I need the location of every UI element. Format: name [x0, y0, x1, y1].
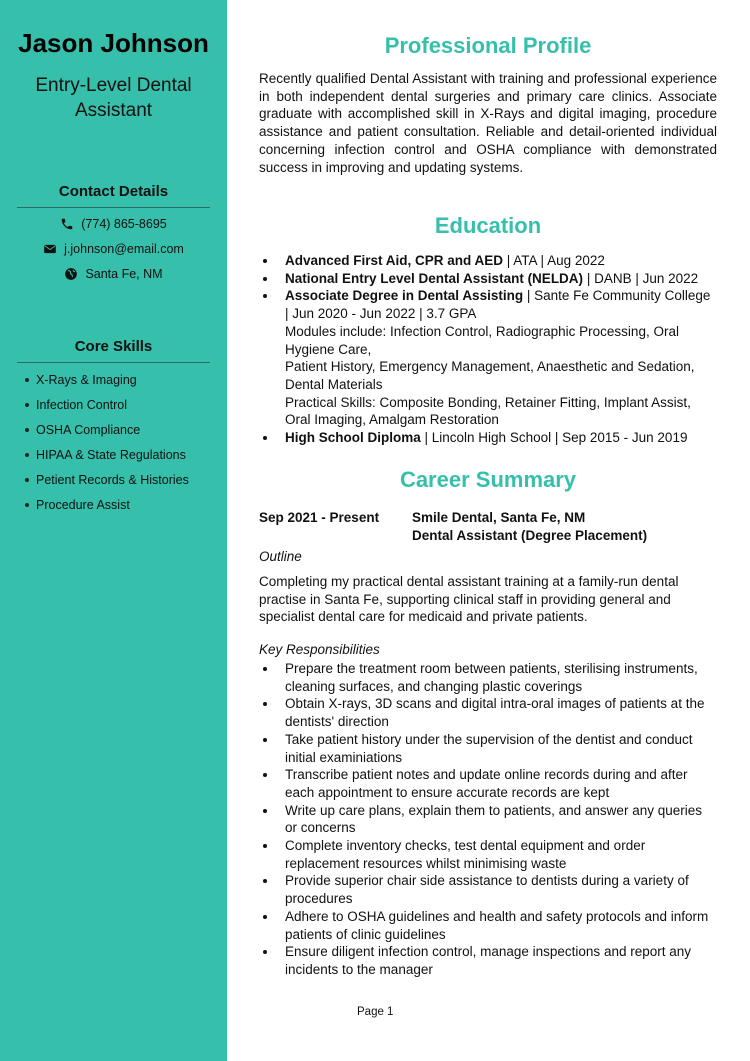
responsibility-item: Transcribe patient notes and update online records during and after each appointment to ensure accurate records are kept — [259, 766, 717, 801]
profile-title: Professional Profile — [384, 33, 592, 58]
education-details: | Sante Fe Community College | Jun 2020 - Jun 2022 | 3.7 GPA — [285, 288, 711, 322]
job-date: Sep 2021 - Present — [259, 510, 380, 525]
education-modules: Patient History, Emergency Management, Anaesthetic and Sedation, Dental Materials — [285, 359, 695, 392]
sidebar — [0, 0, 227, 1061]
skill-item: OSHA Compliance — [0, 422, 227, 447]
education-modules: Modules include: Infection Control, Radiographic Processing, Oral Hygiene Care, — [285, 323, 679, 357]
education-item — [259, 287, 717, 429]
education-item — [259, 252, 717, 270]
skills-list — [0, 372, 227, 522]
education-qualification: National Entry Level Dental Assistant (NELDA) — [285, 270, 584, 286]
responsibilities-list — [259, 660, 717, 979]
skill-item: HIPAA & State Regulations — [0, 447, 227, 472]
responsibility-item: Adhere to OSHA guidelines and health and safety protocols and inform patients of clinic guidelines — [259, 908, 717, 943]
email-icon — [43, 242, 57, 256]
skill-item: Procedure Assist — [0, 497, 227, 522]
contact-phone-text: (774) 865-8695 — [81, 217, 167, 231]
responsibilities-label: Key Responsibilities — [259, 642, 380, 657]
profile-text: Recently qualified Dental Assistant with training and professional experience in both independent dental surgeries and primary care clinics. Associate graduate with accomplished skill in X-Rays and digital imaging, procedure assistance and patient consultation. Reliable and detail-oriented individual concerning infection control and OSHA compliance with demonstrated success in improving and updating systems. — [259, 71, 717, 175]
candidate-name: Jason Johnson — [18, 28, 209, 58]
outline-text: Completing my practical dental assistant training at a family-run dental practise in Santa Fe, supporting clinical staff in providing general and specialist dental care for medicaid and private patients. — [259, 574, 679, 625]
responsibility-item: Obtain X-rays, 3D scans and digital intra-oral images of patients at the dentists' direction — [259, 695, 717, 730]
career-title: Career Summary — [399, 467, 577, 492]
skill-item: Petient Records & Histories — [0, 472, 227, 497]
education-item — [259, 270, 717, 288]
education-item — [259, 429, 717, 447]
responsibility-item: Provide superior chair side assistance to dentists during a variety of procedures — [259, 872, 717, 907]
education-list — [259, 252, 717, 447]
responsibility-item: Write up care plans, explain them to patients, and answer any queries or concerns — [259, 802, 717, 837]
contact-phone — [0, 217, 227, 231]
education-details: | ATA | Aug 2022 — [503, 253, 605, 268]
skill-item: Infection Control — [0, 397, 227, 422]
job-employer: Smile Dental, Santa Fe, NM — [412, 510, 586, 525]
education-modules: Practical Skills: Composite Bonding, Retainer Fitting, Implant Assist, Oral Imaging, Amalgam Restoration — [285, 394, 691, 428]
education-details: | DANB | Jun 2022 — [583, 270, 699, 286]
job-position: Dental Assistant (Degree Placement) — [412, 528, 648, 543]
contact-heading: Contact Details — [17, 183, 210, 208]
education-qualification: Advanced First Aid, CPR and AED — [285, 253, 504, 268]
skill-item: X-Rays & Imaging — [0, 372, 227, 397]
contact-email — [0, 242, 227, 256]
contact-location-text: Santa Fe, NM — [85, 267, 163, 281]
phone-icon — [60, 217, 74, 231]
contact-location — [0, 267, 227, 281]
education-qualification: High School Diploma — [285, 430, 421, 446]
candidate-role: Entry-Level Dental Assistant — [35, 75, 192, 121]
globe-icon — [64, 267, 78, 281]
skills-heading: Core Skills — [17, 338, 210, 363]
outline-label: Outline — [259, 549, 302, 564]
responsibility-item: Complete inventory checks, test dental equipment and order replacement resources whilst minimising waste — [259, 837, 717, 872]
responsibility-item: Take patient history under the supervision of the dentist and conduct initial examiniations — [259, 731, 717, 766]
education-qualification: Associate Degree in Dental Assisting — [285, 288, 524, 304]
education-details: | Lincoln High School | Sep 2015 - Jun 2019 — [420, 430, 688, 446]
responsibility-item: Ensure diligent infection control, manage inspections and report any incidents to the manager — [259, 943, 717, 978]
page-number: Page 1 — [357, 1006, 394, 1018]
responsibility-item: Prepare the treatment room between patients, sterilising instruments, cleaning surfaces, and changing plastic coverings — [259, 660, 717, 695]
contact-email-text: j.johnson@email.com — [64, 242, 184, 256]
education-title: Education — [434, 213, 542, 238]
